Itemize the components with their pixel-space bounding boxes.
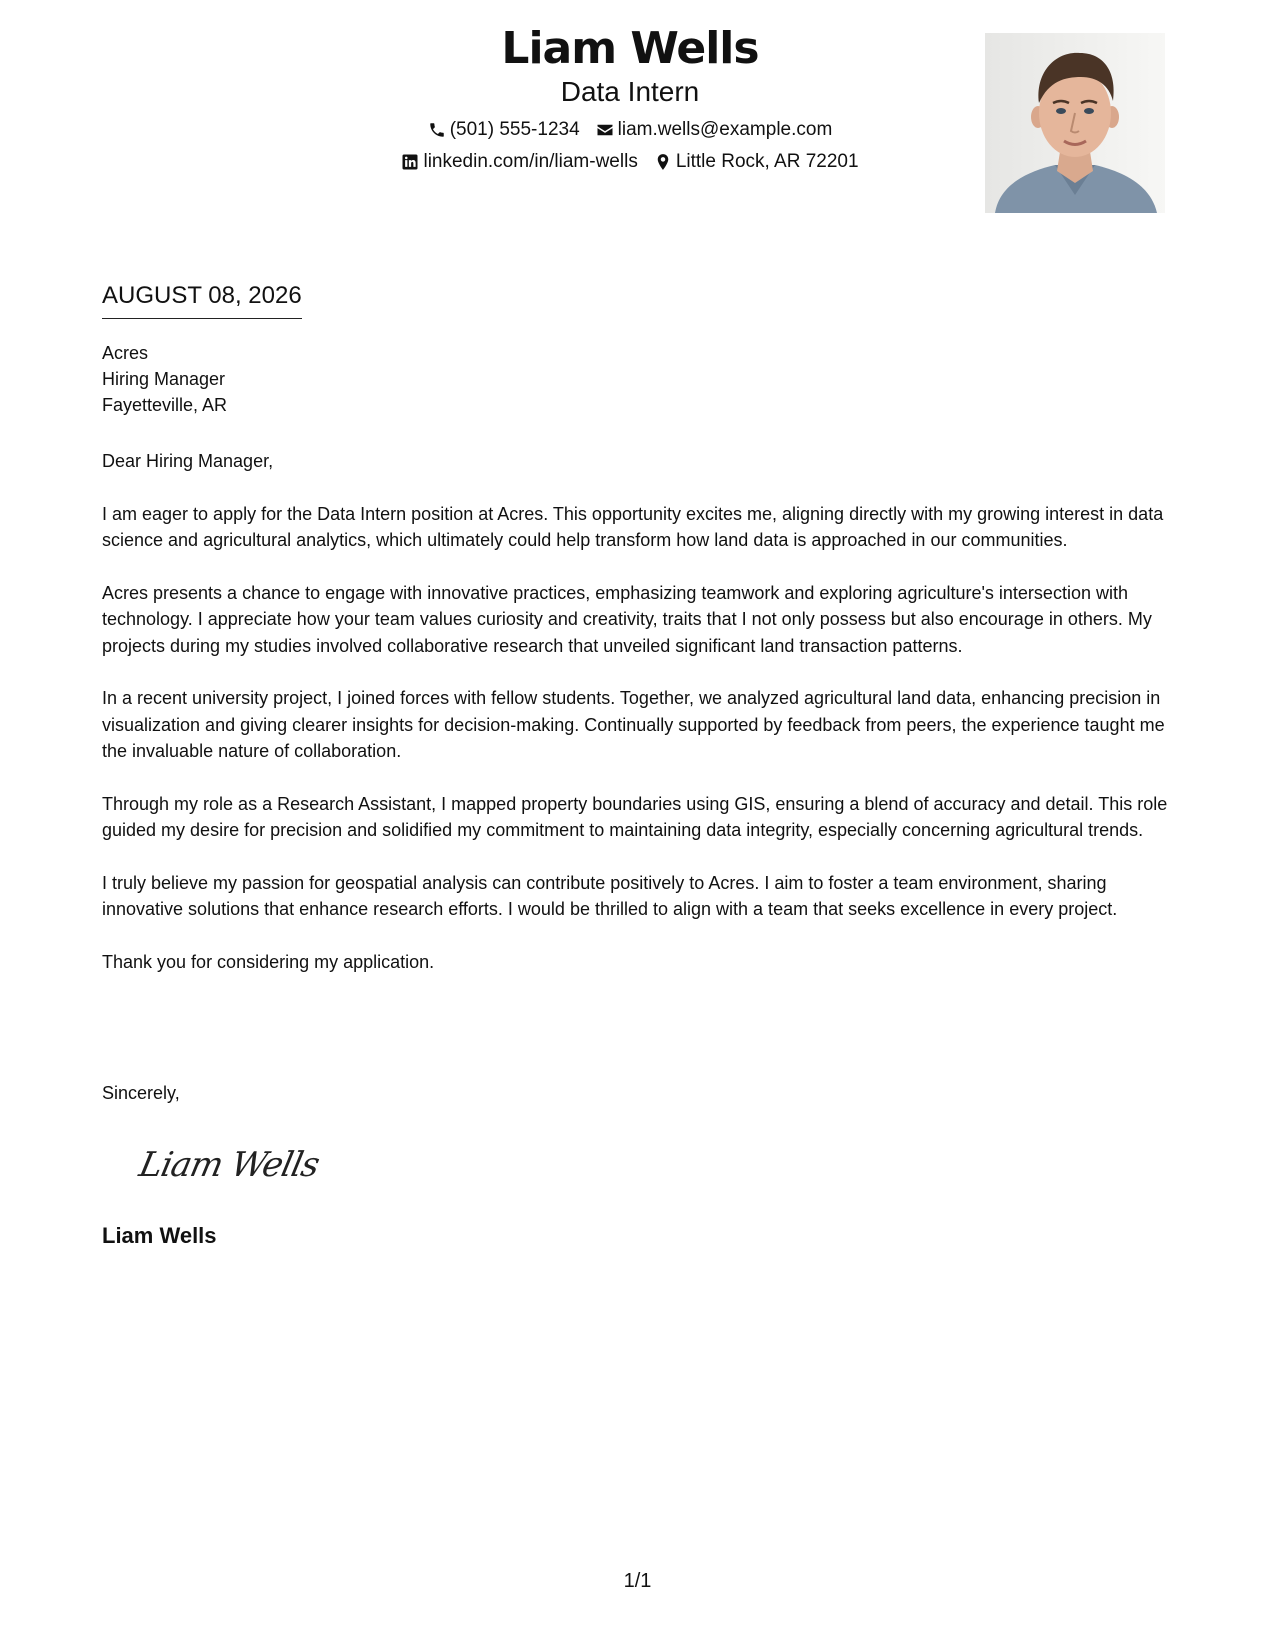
recipient-role: Hiring Manager xyxy=(102,369,226,389)
envelope-icon xyxy=(596,121,614,139)
phone-text: (501) 555-1234 xyxy=(449,119,580,140)
phone-icon xyxy=(428,121,446,139)
applicant-title: Data Intern xyxy=(560,76,700,107)
signer-name: Liam Wells xyxy=(102,1223,217,1248)
body-paragraph: In a recent university project, I joined forces with fellow students. Together, we analyzed agricultural land data, enhancing precision in visualization and giving clearer insights for decision-making. Continually supported by feedback from peers, the experience taught me the invaluable nature of collaboration. xyxy=(102,688,1165,761)
page-number: 1/1 xyxy=(623,1570,652,1592)
salutation: Dear Hiring Manager, xyxy=(102,451,274,471)
email-contact xyxy=(596,114,833,146)
handwritten-signature xyxy=(135,1132,335,1192)
linkedin-icon xyxy=(401,153,419,171)
letter-body xyxy=(102,448,1182,1001)
body-paragraph: I am eager to apply for the Data Intern position at Acres. This opportunity excites me, aligning directly with my growing interest in data science and agricultural analytics, which ultimately could help transform how land data is approached in our communities. xyxy=(102,503,1164,550)
letter-date: AUGUST 08, 2026 xyxy=(102,280,302,319)
applicant-name: Liam Wells xyxy=(501,23,759,74)
body-paragraph: Thank you for considering my application. xyxy=(102,951,435,972)
email-text: liam.wells@example.com xyxy=(617,119,833,140)
svg-text:Liam Wells: Liam Wells xyxy=(135,1145,323,1185)
profile-photo xyxy=(985,33,1165,213)
body-paragraph: Through my role as a Research Assistant, I mapped property boundaries using GIS, ensuring a blend of accuracy and detail. This role guided my desire for precision and solidified my commitment to maintaining data integrity, especially concerning agricultural trends. xyxy=(102,793,1168,840)
map-pin-icon xyxy=(654,153,672,171)
recipient-company: Acres xyxy=(102,343,149,363)
body-paragraph: Acres presents a chance to engage with innovative practices, emphasizing teamwork and exploring agriculture's intersection with technology. I appreciate how your team values curiosity and creativity, traits that I not only possess but also encourage in others. My projects during my studies involved collaborative research that unveiled significant land transaction patterns. xyxy=(102,582,1152,656)
linkedin-contact xyxy=(401,146,637,178)
location-contact xyxy=(654,146,859,178)
closing: Sincerely, xyxy=(102,1083,180,1103)
location-text: Little Rock, AR 72201 xyxy=(675,151,859,172)
recipient-location: Fayetteville, AR xyxy=(102,395,228,415)
linkedin-text: linkedin.com/in/liam-wells xyxy=(423,151,638,172)
phone-contact xyxy=(428,114,580,146)
body-paragraph: I truly believe my passion for geospatial analysis can contribute positively to Acres. I aim to foster a team environment, sharing innovative solutions that enhance research efforts. I would be thrilled to align with a team that seeks excellence in every project. xyxy=(102,872,1118,919)
recipient-block xyxy=(102,340,227,418)
